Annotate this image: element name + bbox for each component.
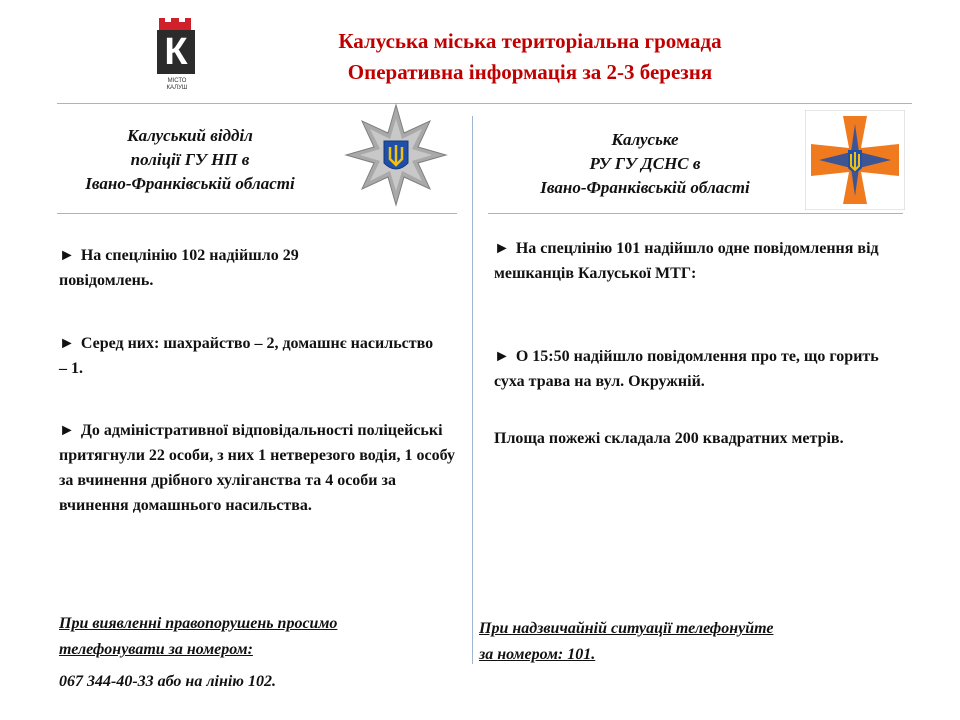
- column-divider: [472, 116, 473, 664]
- page-subtitle: Оперативна інформація за 2-3 березня: [347, 60, 713, 84]
- police-phone: 067 344-40-33 або на лінію 102.: [59, 673, 276, 690]
- dsns-heading: Калуське РУ ГУ ДСНС в Івано-Франківській області: [540, 130, 750, 197]
- dsns-item-calls: ► На спецлінію 101 надійшло одне повідомлення від мешканців Калуської МТГ:: [494, 240, 879, 282]
- police-footer: При виявленні правопорушень просимо телефонувати за номером: 067 344-40-33 або на лінію 102.: [59, 611, 459, 695]
- page-title: Калуська міська територіальна громада: [338, 29, 722, 53]
- dsns-cross-emblem: [805, 110, 905, 210]
- police-star-emblem: [344, 103, 448, 207]
- logo-caption: МІСТО КАЛУШ: [166, 78, 188, 91]
- dsns-divider: [488, 213, 903, 214]
- police-heading: Калуський відділ поліції ГУ НП в Івано-Франківській області: [85, 126, 295, 193]
- header-divider: [57, 103, 912, 104]
- castle-crown-icon: [155, 12, 199, 32]
- police-item-calls: ► На спецлінію 102 надійшло 29 повідомлень.: [59, 247, 299, 289]
- police-item-types: ► Серед них: шахрайство – 2, домашнє насильство – 1.: [59, 335, 434, 377]
- dsns-fire-area: Площа пожежі складала 200 квадратних метрів.: [494, 430, 844, 447]
- dsns-footer: При надзвичайній ситуації телефонуйте за номером: 101.: [479, 620, 774, 663]
- police-item-liability: ► До адміністративної відповідальності поліцейські притягнули 22 особи, з них 1 нетверезого водія, 1 особу за вчинення дрібного хуліганства та 4 особи за вчинення домашнього насильства.: [59, 422, 455, 514]
- police-divider: [57, 213, 457, 214]
- logo-letter: К: [157, 30, 195, 74]
- dsns-item-fire: ► О 15:50 надійшло повідомлення про те, що горить суха трава на вул. Окружній.: [494, 348, 879, 390]
- kalush-city-logo: [155, 12, 195, 92]
